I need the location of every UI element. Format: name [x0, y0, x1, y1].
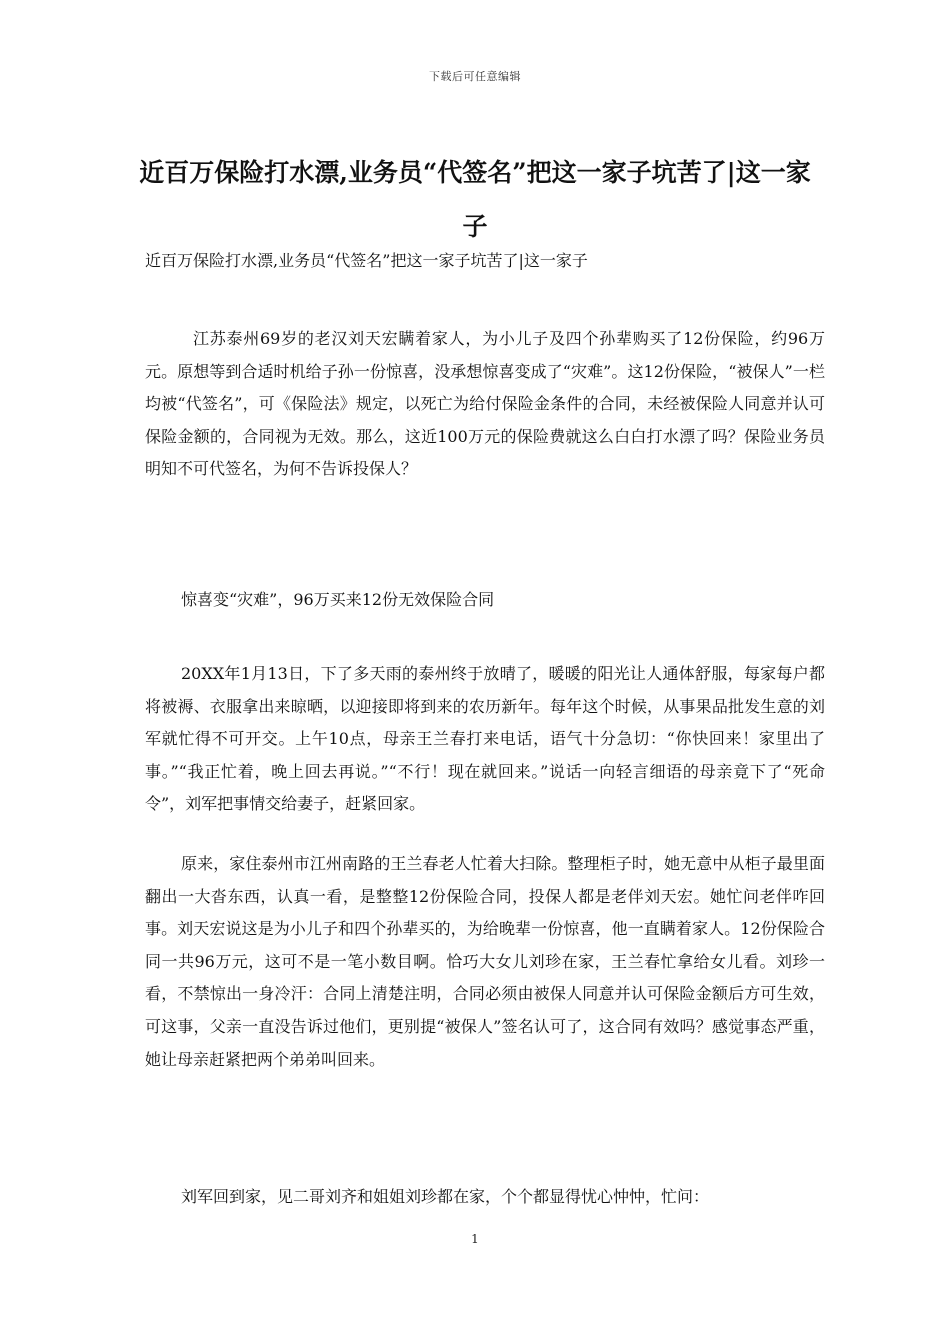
document-title: 近百万保险打水漂,业务员“代签名”把这一家子坑苦了|这一家子	[139, 158, 811, 241]
page-header-note: 下载后可任意编辑	[429, 70, 521, 83]
paragraph-intro: 江苏泰州69岁的老汉刘天宏瞒着家人，为小儿子及四个孙辈购买了12份保险，约96万元。原想等到合适时机给子孙一份惊喜，没承想惊喜变成了“灾难”。这12份保险，“被保人”一栏均被“代签名”，可《保险法》规定，以死亡为给付保险金条件的合同，未经被保险人同意并认可保险金额的，合同视为无效。那么，这近100万元的保险费就这么白白打水漂了吗？保险业务员明知不可代签名，为何不告诉投保人？	[145, 329, 825, 479]
paragraph-return-home: 刘军回到家，见二哥刘齐和姐姐刘珍都在家，个个都显得忧心忡忡，忙问：	[181, 1187, 710, 1206]
paragraph-discovery: 原来，家住泰州市江州南路的王兰春老人忙着大扫除。整理柜子时，她无意中从柜子最里面翻出一大沓东西，认真一看，是整整12份保险合同，投保人都是老伴刘天宏。她忙问老伴咋回事。刘天宏说这是为小儿子和四个孙辈买的，为给晚辈一份惊喜，他一直瞒着家人。12份保险合同一共96万元，这可不是一笔小数目啊。恰巧大女儿刘珍在家，王兰春忙拿给女儿看。刘珍一看，不禁惊出一身冷汗：合同上清楚注明，合同必须由被保人同意并认可保险金额后方可生效，可这事，父亲一直没告诉过他们，更别提“被保人”签名认可了，这合同有效吗？感觉事态严重，她让母亲赶紧把两个弟弟叫回来。	[145, 854, 825, 1069]
paragraph-phone-call: 20XX年1月13日，下了多天雨的泰州终于放晴了，暖暖的阳光让人通体舒服，每家每户都将被褥、衣服拿出来晾晒，以迎接即将到来的农历新年。每年这个时候，从事果品批发生意的刘军就忙得不可开交。上午10点，母亲王兰春打来电话，语气十分急切：“你快回来！家里出了事。”“我正忙着，晚上回去再说。”“不行！现在就回来。”说话一向轻言细语的母亲竟下了“死命令”，刘军把事情交给妻子，赶紧回家。	[145, 664, 825, 814]
section-heading: 惊喜变“灾难”，96万买来12份无效保险合同	[181, 590, 495, 609]
page-number: 1	[471, 1232, 479, 1246]
document-subtitle: 近百万保险打水漂,业务员“代签名”把这一家子坑苦了|这一家子	[145, 251, 588, 270]
